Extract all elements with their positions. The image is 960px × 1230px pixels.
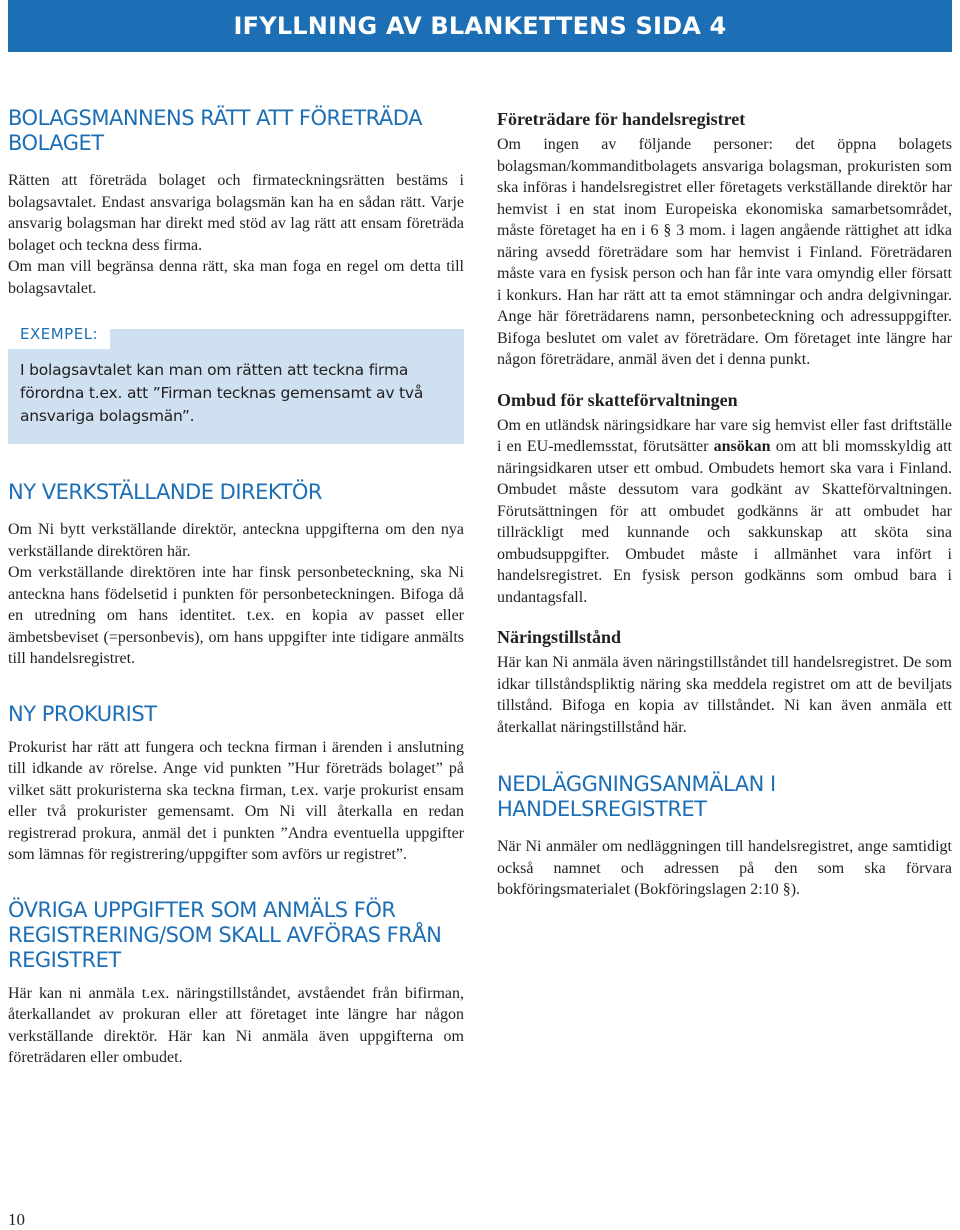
subsection-title: Näringstillstånd: [497, 627, 622, 647]
section-foretradare: [497, 108, 952, 371]
section-bolagsmannens-ratt: [8, 106, 464, 299]
paragraph: Om man vill begränsa denna rätt, ska man foga en regel om detta till bolagsavtalet.: [8, 258, 464, 297]
example-label: EXEMPEL:: [8, 319, 110, 349]
paragraph: Om ingen av följande personer: det öppna bolagets bolagsman/kommanditbolagets ansvariga bolagsman, prokuristen som ska införas i handelsregistret eller företagets verkställande direktör har hemvist i en stat inom Europeiska ekonomiska samarbetsområdet, måste företaget ha en i 6 § 3 mom. i lagen angående rättighet att idka näring avsedd företrädare som har hemvist i Finland. Företrädaren måste vara en fysisk person och han får inte vara omyndig eller försatt i konkurs. Han har rätt att ta emot stämningar och andra delgivningar. Ange här företrädarens namn, personbeteckning och adressuppgifter. Bifoga beslutet om valet av företrädare. Om företaget inte längre har någon företrädare, anmäl även det i denna punkt.: [497, 136, 952, 368]
section-ny-prokurist: [8, 702, 464, 866]
subsection-title: Företrädare för handelsregistret: [497, 109, 746, 129]
section-nedlaggning: [497, 772, 952, 901]
right-column: [497, 108, 952, 901]
page-title: IFYLLNING AV BLANKETTENS SIDA 4: [233, 12, 727, 40]
section-ny-vd: [8, 480, 464, 670]
section-ombud: [497, 389, 952, 609]
example-box: [8, 319, 464, 444]
paragraph: När Ni anmäler om nedläggningen till handelsregistret, ange samtidigt också namnet och adressen på den som ska förvara bokföringsmaterialet (Bokföringslagen 2:10 §).: [497, 838, 952, 898]
section-title: NEDLÄGGNINGSANMÄLAN I HANDELSREGISTRET: [497, 772, 776, 821]
paragraph: Om verkställande direktören inte har finsk personbeteckning, ska Ni anteckna hans födelsetid i punkten för personbeteckningen. Bifoga då en utredning om hans identitet. t.ex. en kopia av passet eller ämbetsbeviset (=personbevis), om hans uppgifter inte tidigare anmälts till handelsregistret.: [8, 564, 464, 667]
bold-term: ansökan: [713, 438, 771, 455]
paragraph: [497, 415, 952, 609]
left-column: [8, 106, 464, 1069]
paragraph: Prokurist har rätt att fungera och teckna firman i ärenden i anslutning till idkande av rörelse. Ange vid punkten ”Hur företräds bolaget” på vilket sätt prokuristerna ska teckna firman, t.ex. varje prokurist ensam eller två prokurister gemensamt. Om Ni vill återkalla en redan registrerad prokura, anmäl det i punkten ”Andra eventuella uppgifter som lämnas för registrering/uppgifter som avförs ur registret”.: [8, 738, 464, 863]
example-text: I bolagsavtalet kan man om rätten att teckna firma förordna t.ex. att ”Firman tecknas gemensamt av två ansvariga bolagsmän”.: [20, 361, 424, 425]
page-number: 10: [8, 1210, 25, 1229]
section-title: NY VERKSTÄLLANDE DIREKTÖR: [8, 480, 322, 504]
paragraph: Här kan ni anmäla t.ex. näringstillståndet, avståendet från bifirman, återkallandet av prokuran eller att företaget inte längre har någon verkställande direktör. Här kan Ni anmäla även uppgifterna om företrädaren eller ombudet.: [8, 984, 464, 1066]
section-ovriga-uppgifter: [8, 898, 464, 1069]
page-header-banner: [8, 0, 952, 52]
section-title: ÖVRIGA UPPGIFTER SOM ANMÄLS FÖR REGISTRERING/SOM SKALL AVFÖRAS FRÅN REGISTRET: [8, 897, 442, 972]
paragraph-text: Om en utländsk näringsidkare har vare sig hemvist eller fast driftställe i en EU-medlemsstat, förutsätter: [497, 416, 952, 455]
section-title: NY PROKURIST: [8, 701, 157, 726]
paragraph: Om Ni bytt verkställande direktör, anteckna uppgifterna om den nya verkställande direktören här.: [8, 521, 464, 560]
section-title: BOLAGSMANNENS RÄTT ATT FÖRETRÄDA BOLAGET: [8, 106, 422, 155]
paragraph-text: om att bli momsskyldig att näringsidkaren utser ett ombud. Ombudets hemort ska vara i Finland. Ombudet måste dessutom vara godkänt av Skatteförvaltningen. Förutsättningen för att ombudet godkänns är att ombudet har tillräckligt med kunnande och sakkunskap att sköta sina ombudsuppgifter. Ombudet måste i allmänhet vara infört i handelsregistret. En fysisk person godkänns som ombud bara i undantagsfall.: [497, 438, 952, 606]
paragraph: Här kan Ni anmäla även näringstillståndet till handelsregistret. De som idkar tillståndspliktig näring ska meddela registret om att de beviljats tillstånd. Bifoga en kopia av tillståndet. Ni kan även anmäla ett återkallat näringstillstånd här.: [497, 654, 952, 736]
subsection-title: Ombud för skatteförvaltningen: [497, 389, 738, 410]
paragraph: Rätten att företräda bolaget och firmateckningsrätten bestäms i bolagsavtalet. Endast ansvariga bolagsmän kan ha en sådan rätt. Varje ansvarig bolagsman har direkt med stöd av lag rätt att ensam företräda bolaget och teckna dess firma.: [8, 172, 464, 254]
section-naringstillstand: [497, 626, 952, 738]
